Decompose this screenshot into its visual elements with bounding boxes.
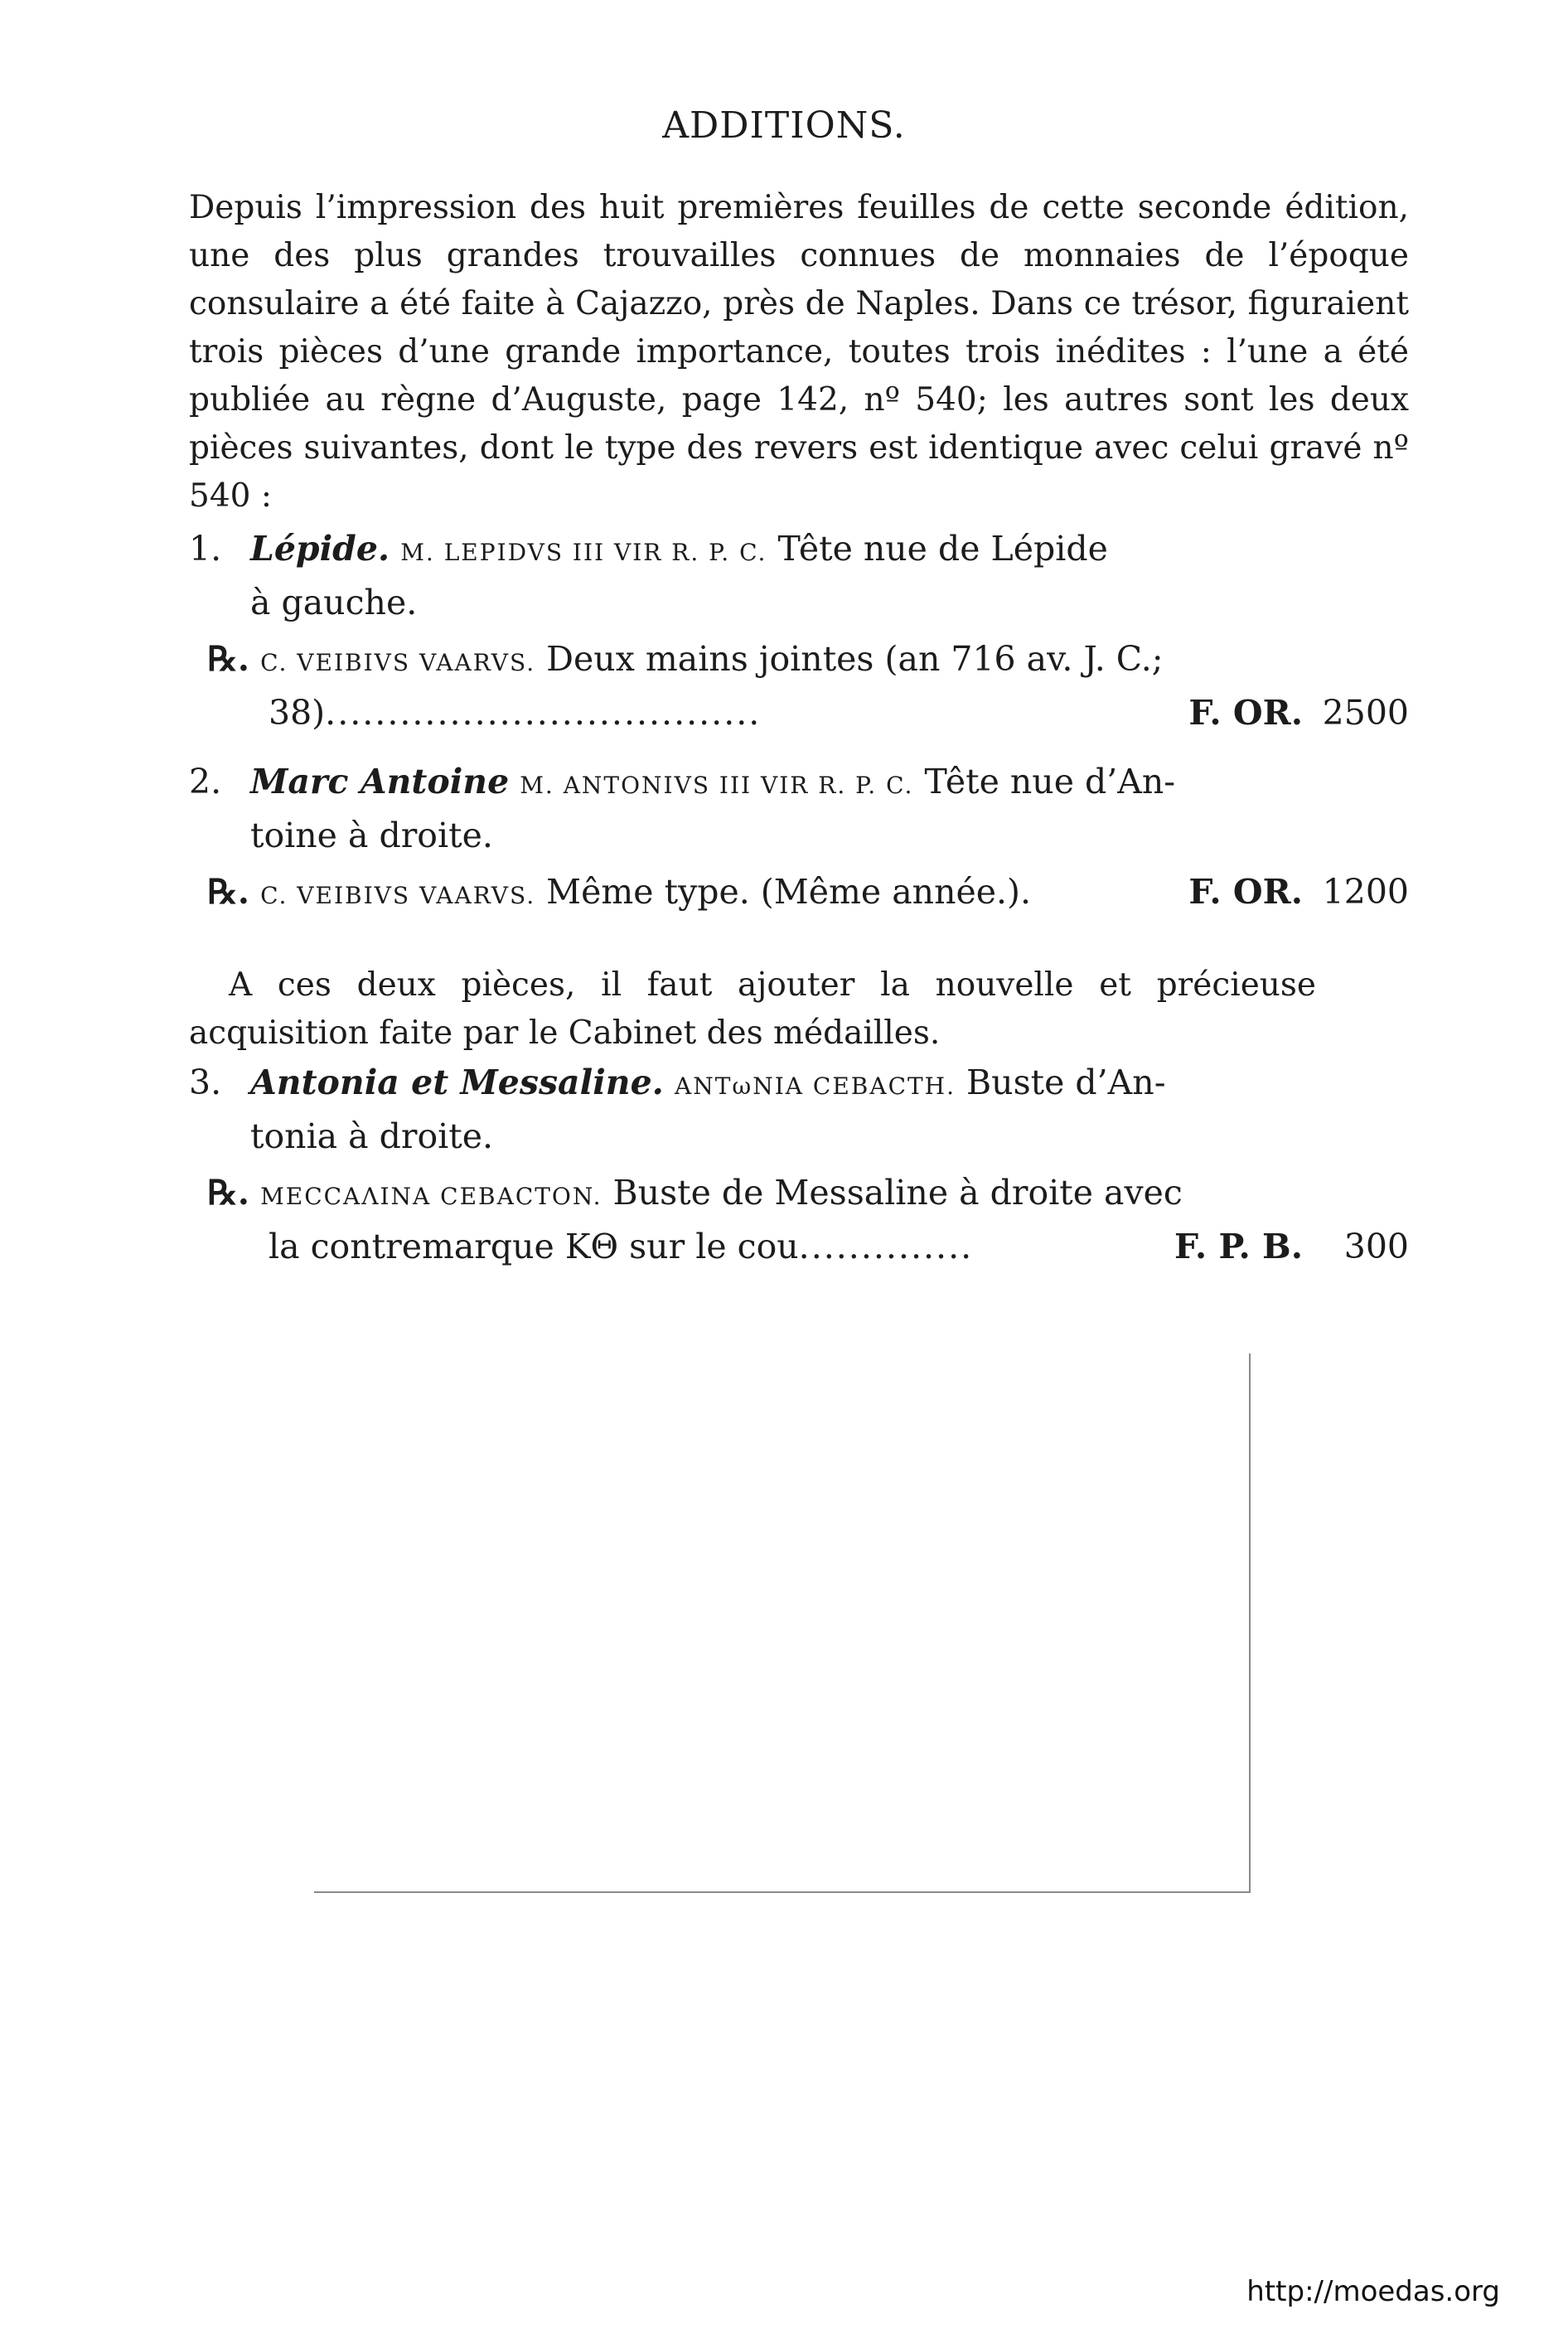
reverse-block	[189, 867, 1409, 921]
entry-name: Marc Antoine	[250, 762, 510, 801]
reverse-legend: C. VEIBIVS VAARVS.	[260, 649, 536, 676]
entry-legend: M. LEPIDVS III VIR R. P. C.	[400, 539, 767, 566]
entry-number: 1.	[189, 529, 222, 569]
source-url[interactable]: http://moedas.org	[1246, 2275, 1500, 2308]
entry-name: Antonia et Messaline.	[250, 1063, 664, 1102]
rarity-mark: F. OR.	[1188, 693, 1303, 733]
rarity-mark: F. OR.	[1188, 872, 1303, 912]
reverse-legend: MECCAΛINA CEBACTON.	[260, 1183, 603, 1210]
acquisition-note: A ces deux pièces, il faut ajouter la nouvelle et précieuse acquisition faite par le Cabinet des médailles.	[189, 966, 1316, 1052]
reverse-block	[189, 634, 1409, 738]
reverse-description-continued: la contremarque KΘ sur le cou	[269, 1227, 799, 1266]
intro-paragraph: Depuis l’impression des huit premières feuilles de cette seconde édition, une des plus grandes trouvailles connues de monnaies de l’époque consulaire a été faite à Cajazzo, près de Naples. Dans ce trésor, figuraient trois pièces d’une grande importance, toutes trois inédites : l’une a été publiée au règne d’Auguste, page 142, nº 540; les autres sont les deux pièces suivantes, dont le type des revers est identique avec celui gravé nº 540 :	[189, 189, 1409, 515]
reverse-description: Deux mains jointes (an 716 av. J. C.;	[546, 639, 1164, 679]
reverse-symbol: ℞.	[207, 872, 250, 912]
obverse-description: Tête nue d’An-	[924, 762, 1176, 801]
reverse-legend: C. VEIBIVS VAARVS.	[260, 882, 536, 909]
page-heading: ADDITIONS.	[662, 104, 906, 147]
leader-dots: ...................................	[325, 693, 762, 733]
entry-number: 2.	[189, 762, 222, 801]
scan-frame-border	[314, 1353, 1251, 1893]
obverse-description-continued: tonia à droite.	[250, 1116, 494, 1156]
obverse-description: Buste d’An-	[966, 1063, 1166, 1102]
catalog-entry-1	[189, 524, 1409, 738]
entry-legend: ANTωNIA CEBACTH.	[675, 1072, 956, 1100]
price-value: 300	[1343, 1227, 1409, 1266]
entry-number: 3.	[189, 1063, 222, 1102]
reverse-symbol: ℞.	[207, 639, 250, 679]
obverse-description-continued: toine à droite.	[250, 816, 493, 855]
entry-legend: M. ANTONIVS III VIR R. P. C.	[520, 772, 914, 799]
reverse-description: Buste de Messaline à droite avec	[612, 1173, 1183, 1213]
leader-dots: ..............	[798, 1227, 974, 1266]
price-value: 2500	[1322, 693, 1409, 733]
price-value: 1200	[1322, 872, 1409, 912]
reverse-symbol: ℞.	[207, 1173, 250, 1213]
obverse-description-continued: à gauche.	[250, 583, 418, 622]
rarity-mark: F. P. B.	[1174, 1227, 1303, 1266]
reverse-description: Même type. (Même année.).	[546, 872, 1032, 912]
entry-name: Lépide.	[250, 529, 390, 569]
catalog-entry-3	[189, 1058, 1409, 1271]
reverse-block	[189, 1168, 1409, 1271]
catalog-entry-2	[189, 757, 1409, 921]
reverse-description-continued: 38)	[269, 693, 326, 733]
obverse-description: Tête nue de Lépide	[777, 529, 1108, 569]
